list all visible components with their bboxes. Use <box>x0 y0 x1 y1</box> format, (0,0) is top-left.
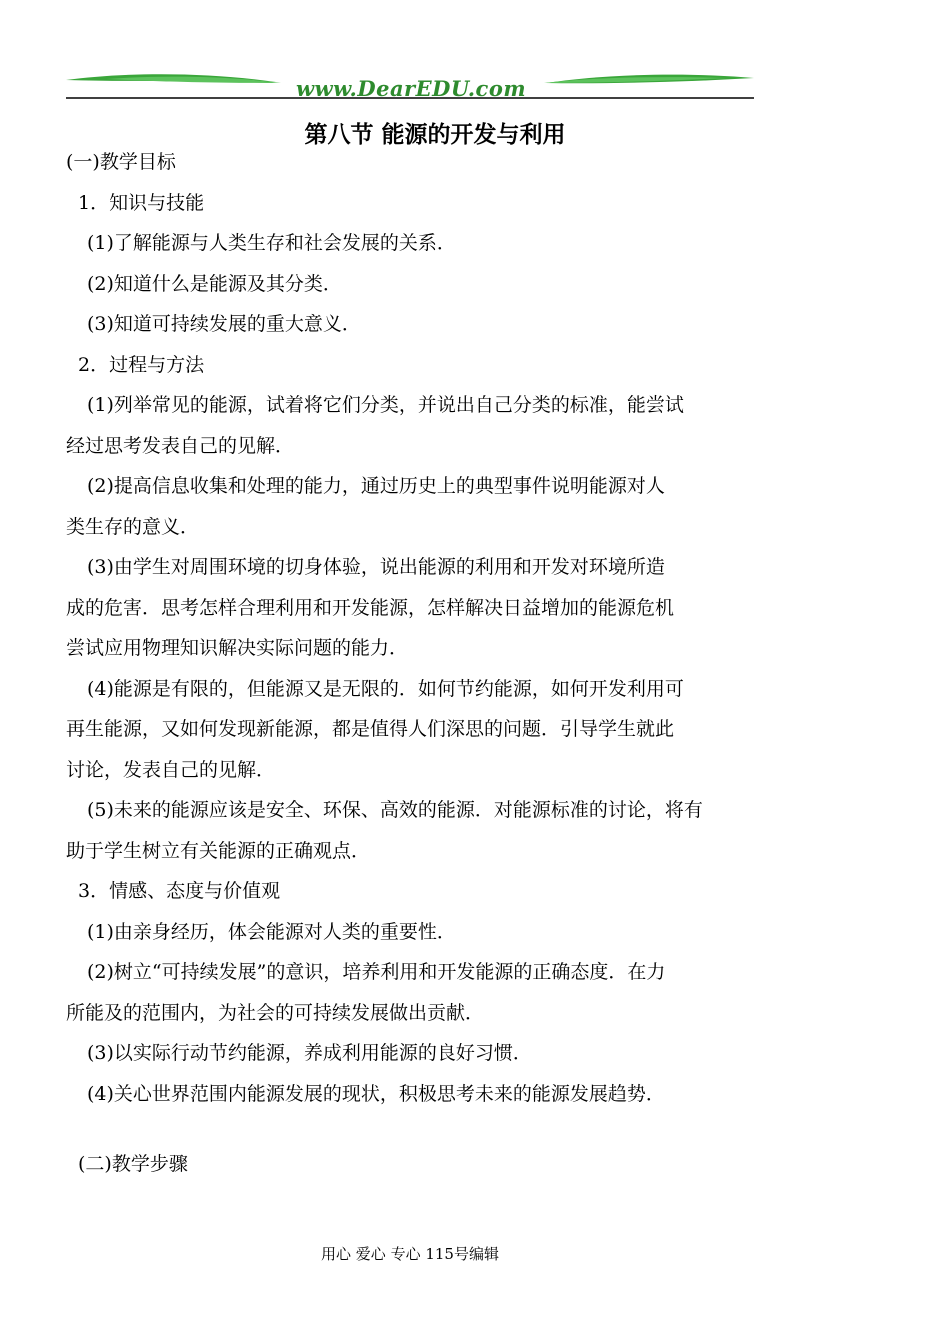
process-item-3-line-1: (3)由学生对周围环境的切身体验，说出能源的利用和开发对环境所造 <box>87 556 665 578</box>
subsection-heading-knowledge: 1．知识与技能 <box>78 191 205 214</box>
process-item-5-line-2: 助于学生树立有关能源的正确观点． <box>66 839 371 862</box>
process-item-1-line-1: (1)列举常见的能源，试着将它们分类，并说出自己分类的标准，能尝试 <box>87 394 684 416</box>
section-heading-objectives: (一)教学目标 <box>66 151 176 173</box>
knowledge-item-3: (3)知道可持续发展的重大意义． <box>87 313 361 335</box>
section-spacer <box>66 1114 756 1144</box>
header-brand-text: www.DearEDU.com <box>295 76 527 101</box>
page-header <box>66 70 756 104</box>
emotion-item-2-line-1: (2)树立“可持续发展”的意识，培养利用和开发能源的正确态度．在力 <box>87 961 666 983</box>
page-footer: 用心 爱心 专心 115号编辑 <box>321 1245 499 1263</box>
process-item-1-line-2: 经过思考发表自己的见解． <box>66 434 295 457</box>
subsection-heading-process: 2．过程与方法 <box>78 353 205 376</box>
knowledge-item-1: (1)了解能源与人类生存和社会发展的关系． <box>87 232 456 254</box>
process-item-4-line-3: 讨论，发表自己的见解． <box>66 758 276 781</box>
process-item-4-line-2: 再生能源，又如何发现新能源，都是值得人们深思的问题．引导学生就此 <box>66 718 675 740</box>
process-item-3-line-3: 尝试应用物理知识解决实际问题的能力． <box>66 637 409 659</box>
process-item-2-line-1: (2)提高信息收集和处理的能力，通过历史上的典型事件说明能源对人 <box>87 475 665 497</box>
emotion-item-4: (4)关心世界范围内能源发展的现状，积极思考未来的能源发展趋势． <box>87 1082 665 1105</box>
page-title: 第八节 能源的开发与利用 <box>304 121 566 148</box>
emotion-item-2-line-2: 所能及的范围内，为社会的可持续发展做出贡献． <box>66 1001 485 1024</box>
process-item-2-line-2: 类生存的意义． <box>66 515 200 538</box>
section-heading-steps: (二)教学步骤 <box>78 1153 188 1175</box>
knowledge-item-2: (2)知道什么是能源及其分类． <box>87 272 342 295</box>
emotion-item-3: (3)以实际行动节约能源，养成利用能源的良好习惯． <box>87 1042 532 1064</box>
process-item-3-line-2: 成的危害．思考怎样合理利用和开发能源，怎样解决日益增加的能源危机 <box>66 596 675 619</box>
process-item-5-line-1: (5)未来的能源应该是安全、环保、高效的能源．对能源标准的讨论，将有 <box>87 799 703 821</box>
emotion-item-1: (1)由亲身经历，体会能源对人类的重要性． <box>87 920 456 943</box>
process-item-4-line-1: (4)能源是有限的，但能源又是无限的．如何节约能源，如何开发利用可 <box>87 677 684 700</box>
subsection-heading-emotion: 3．情感、态度与价值观 <box>78 880 281 902</box>
document-body <box>66 142 756 1185</box>
